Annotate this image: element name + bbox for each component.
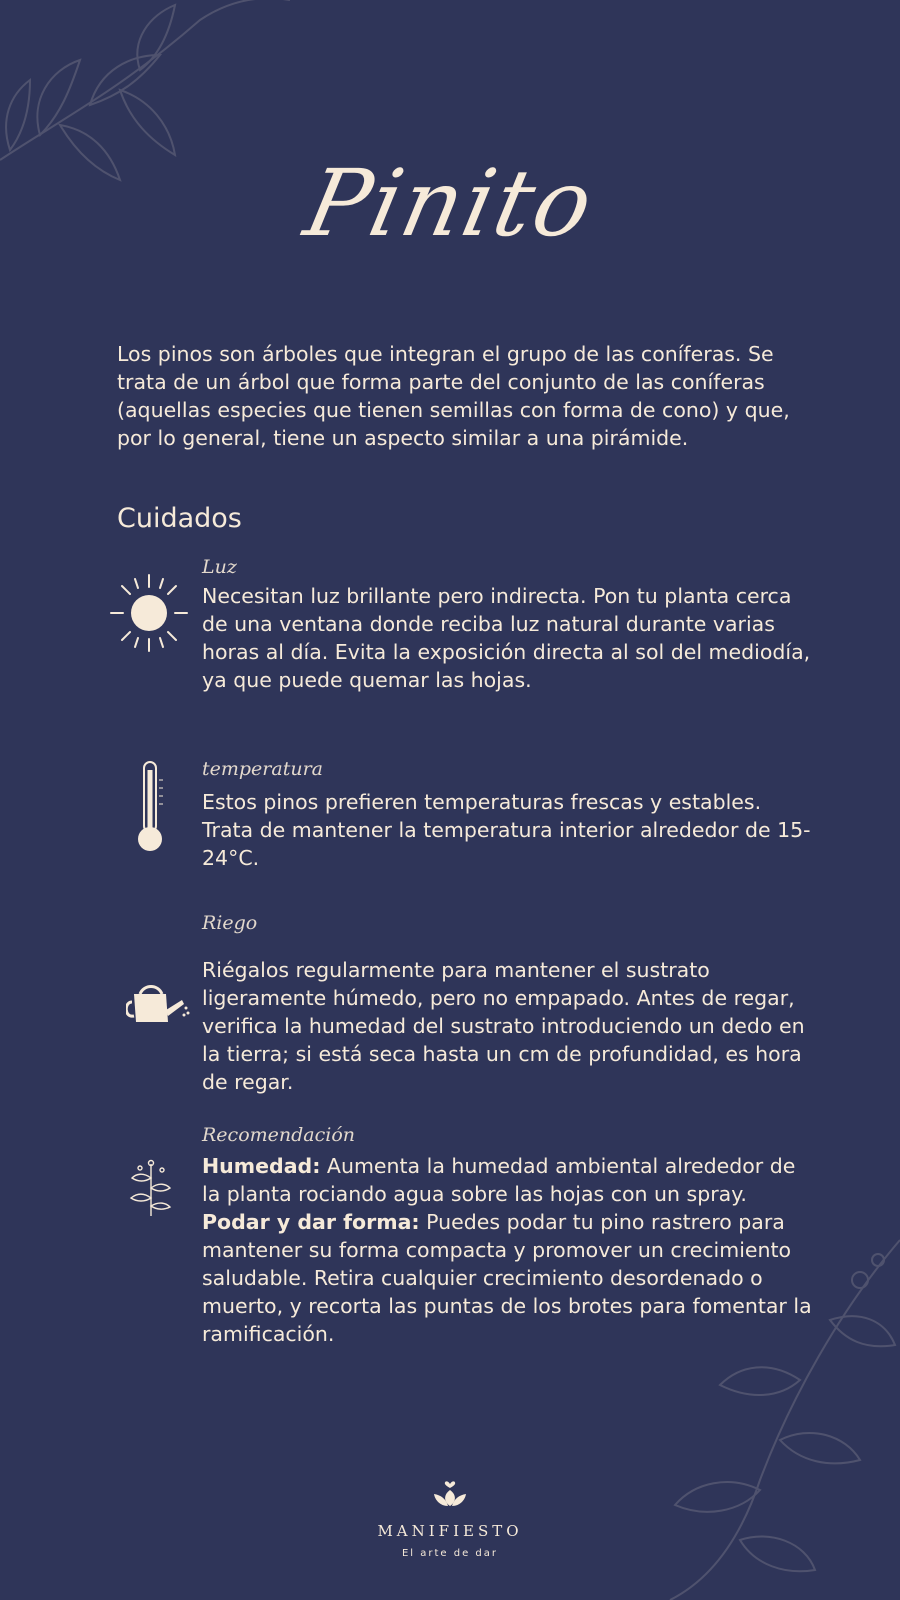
care-item-temperature [0,760,900,900]
care-item-watering [0,912,900,1102]
watering-can-icon [126,980,190,1026]
humidity-text: Aumenta la humedad ambiental alrededor de la planta rociando agua sobre las hojas con un spray. [202,1154,796,1206]
care-item-light [0,556,900,730]
brand-tagline: El arte de dar [401,1548,499,1559]
plant-icon [126,1158,176,1218]
care-label-light: Luz [202,556,237,578]
lotus-heart-icon [432,1478,468,1508]
brand-name: MANIFIESTO [377,1522,523,1540]
care-item-recommendation [0,1124,900,1406]
care-text-temperature: Estos pinos prefieren temperaturas frescas y estables. Trata de mantener la temperatura interior alrededor de 15-24°C. [202,790,811,870]
care-text-light: Necesitan luz brillante pero indirecta. Pon tu planta cerca de una ventana donde reciba luz natural durante varias horas al día. Evita la exposición directa al sol del mediodía, ya que puede quemar las hojas. [202,584,811,692]
care-text-watering: Riégalos regularmente para mantener el sustrato ligeramente húmedo, pero no empapado. Antes de regar, verifica la humedad del sustrato introduciendo un dedo en la tierra; si está seca hasta un cm de profundidad, es hora de regar. [202,958,805,1094]
pruning-title: Podar y dar forma: [202,1210,420,1234]
care-label-recommendation: Recomendación [202,1124,356,1146]
recommendation-humidity [202,1152,812,1208]
care-text-recommendation [202,1152,812,1348]
sun-icon [108,572,190,654]
humidity-title: Humedad: [202,1154,321,1178]
care-label-watering: Riego [202,912,258,934]
brand-logo [0,1478,900,1512]
intro-paragraph: Los pinos son árboles que integran el grupo de las coníferas. Se trata de un árbol que forma parte del conjunto de las coníferas (aquellas especies que tienen semillas con forma de cono) y que, por lo general, tiene un aspecto similar a una pirámide. [117,342,790,450]
recommendation-pruning [202,1208,812,1348]
pruning-text: Puedes podar tu pino rastrero para mantener su forma compacta y promover un crecimiento saludable. Retira cualquier crecimiento desordenado o muerto, y recorta las puntas de los brotes para fomentar la ramificación. [202,1210,812,1346]
thermometer-icon [132,760,168,856]
section-heading: Cuidados [117,503,242,534]
care-label-temperature: temperatura [202,758,323,780]
page-title: Pinito [296,150,604,257]
